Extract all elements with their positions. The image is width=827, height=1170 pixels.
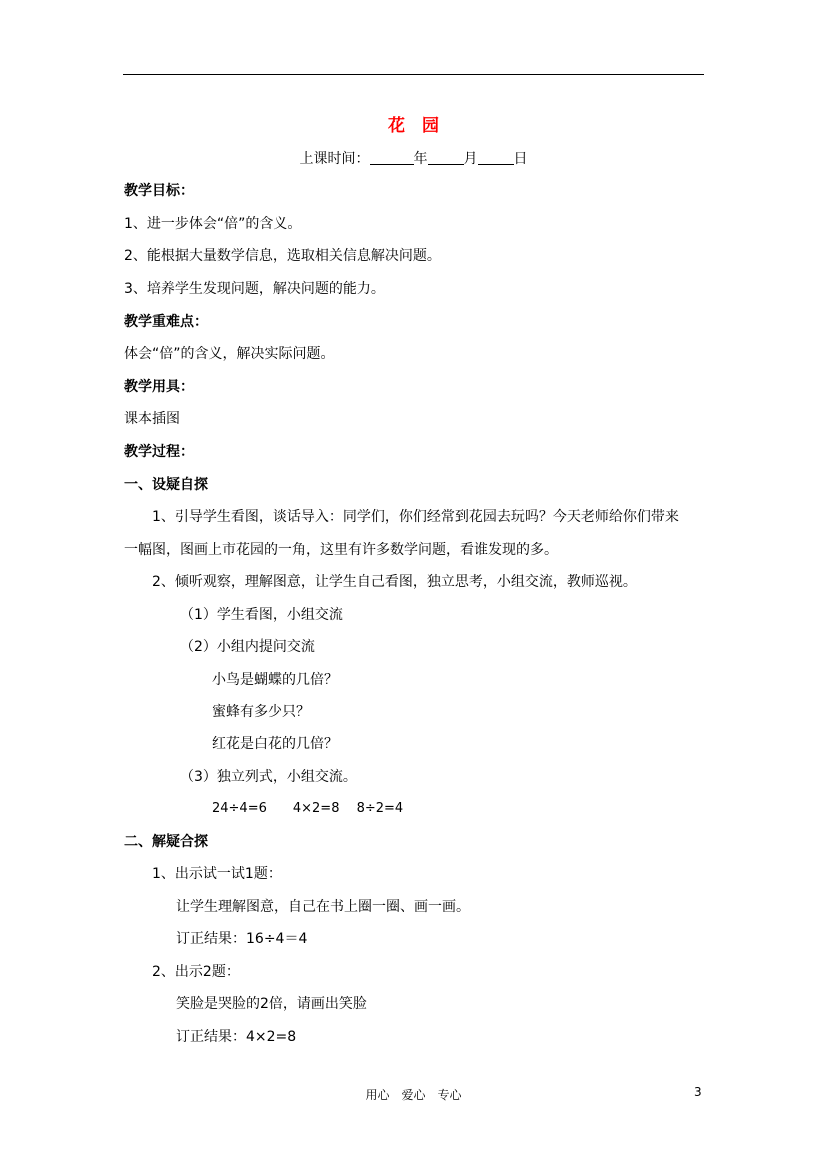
year-blank (370, 150, 414, 165)
paragraph: 一幅图，图画上市花园的一角，这里有许多数学问题，看谁发现的多。 (124, 542, 558, 558)
tools-heading: 教学用具： (124, 379, 194, 395)
goal-item: 1、进一步体会“倍”的含义。 (124, 216, 302, 232)
question: 红花是白花的几倍？ (212, 736, 338, 752)
paragraph: 2、倾听观察，理解图意，让学生自己看图，独立思考，小组交流，教师巡视。 (152, 574, 637, 590)
question: 蜜蜂有多少只？ (212, 704, 310, 720)
date-prefix: 上课时间： (299, 151, 370, 167)
paragraph: 2、出示2题： (152, 964, 240, 980)
formulas: 24÷4=6 4×2=8 8÷2=4 (212, 801, 404, 816)
key-points-heading: 教学重难点： (124, 314, 208, 330)
goal-item: 3、培养学生发现问题，解决问题的能力。 (124, 281, 385, 297)
goal-item: 2、能根据大量数学信息，选取相关信息解决问题。 (124, 248, 441, 264)
paragraph: 订正结果：4×2=8 (176, 1029, 297, 1045)
part1-heading: 一、设疑自探 (124, 477, 208, 493)
key-points-text: 体会“倍”的含义，解决实际问题。 (124, 346, 335, 362)
paragraph: 1、出示试一试1题： (152, 866, 282, 882)
part2-heading: 二、解疑合探 (124, 834, 208, 850)
paragraph: 订正结果：16÷4＝4 (176, 931, 308, 947)
month-label: 月 (463, 151, 478, 167)
paragraph: 1、引导学生看图，谈话导入：同学们，你们经常到花园去玩吗？今天老师给你们带来 (152, 509, 679, 525)
sub-item: （3）独立列式，小组交流。 (180, 769, 357, 785)
year-label: 年 (413, 151, 428, 167)
day-blank (478, 150, 514, 165)
page-footer: 用心 爱心 专心 (365, 1088, 462, 1102)
class-date-line (0, 149, 827, 169)
day-label: 日 (513, 151, 528, 167)
month-blank (428, 150, 464, 165)
goals-heading: 教学目标： (124, 183, 194, 199)
paragraph: 让学生理解图意，自己在书上圈一圈、画一画。 (176, 899, 470, 915)
paragraph: 笑脸是哭脸的2倍，请画出笑脸 (176, 996, 367, 1012)
process-heading: 教学过程： (124, 444, 194, 460)
header-rule (123, 74, 704, 75)
page-number: 3 (694, 1085, 702, 1099)
page-title: 花 园 (388, 116, 439, 136)
sub-item: （2）小组内提问交流 (180, 639, 315, 655)
sub-item: （1）学生看图，小组交流 (180, 607, 343, 623)
tools-text: 课本插图 (124, 411, 180, 427)
question: 小鸟是蝴蝶的几倍？ (212, 672, 338, 688)
